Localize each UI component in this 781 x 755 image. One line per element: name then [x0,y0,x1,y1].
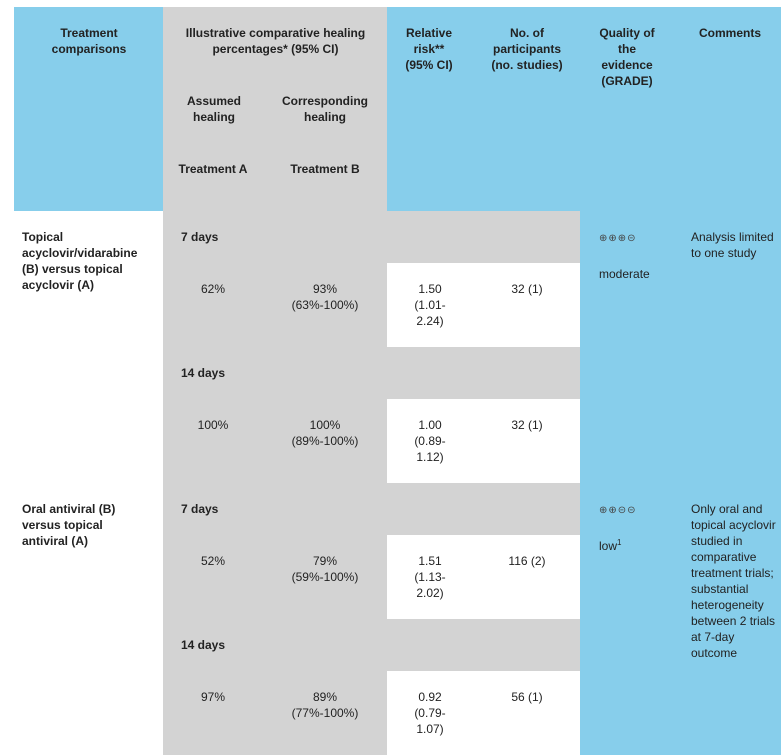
header-assumed-healing: Assumed healing [186,94,242,124]
quality-symbols: ⊕⊕⊝⊝ [599,505,637,516]
relative-risk-value: 1.51 (1.13-2.02) [414,554,446,600]
comment-text: Analysis limited to one study [691,230,774,260]
comment-text: Only oral and topical acyclovir studied in comparative treatment trials; substantial heterogeneity between 2 trials at 7-day outcome [691,502,776,660]
corresponding-value: 89% [312,690,338,704]
comparison-label-1: Topical acyclovir/vidarabine (B) versus topical acyclovir (A) [22,230,138,292]
corresponding-ci: (59%-100%) [291,570,359,584]
comparison-label-2: Oral antiviral (B) versus topical antiviral (A) [22,502,116,548]
footnote-marker: 1 [617,538,622,547]
day-label: 14 days [181,638,226,652]
quality-label-wrap [599,538,621,554]
corresponding-value: 100% [309,418,341,432]
participants-value: 32 (1) [511,418,543,432]
quality-label: moderate [599,267,650,281]
participants-value: 116 (2) [508,554,546,568]
header-treatment-a: Treatment A [178,162,248,176]
day-row-band-2 [387,347,580,399]
header-quality: Quality of the evidence (GRADE) [599,26,655,88]
day-row-band-4 [387,619,580,671]
relative-risk-value: 1.00 (0.89-1.12) [414,418,446,464]
corresponding-ci: (89%-100%) [291,434,359,448]
participants-value: 32 (1) [511,282,543,296]
corresponding-value: 79% [312,554,338,568]
day-label: 7 days [181,230,219,244]
header-corresponding-healing: Corresponding healing [282,94,368,124]
relative-risk-value: 0.92 (0.79-1.07) [414,690,446,736]
assumed-value: 62% [200,282,226,296]
header-comments: Comments [698,26,761,40]
corresponding-ci: (63%-100%) [291,298,359,312]
header-illustrative: Illustrative comparative healing percentages* (95% CI) [185,26,366,56]
header-relative-risk: Relative risk** (95% CI) [405,26,453,72]
assumed-value: 100% [197,418,229,432]
day-row-band-3 [387,483,580,535]
header-treatment-b: Treatment B [290,162,360,176]
assumed-value: 97% [200,690,226,704]
assumed-value: 52% [200,554,226,568]
header-treatment-comparisons: Treatment comparisons [51,26,127,56]
day-label: 14 days [181,366,226,380]
participants-value: 56 (1) [511,690,543,704]
corresponding-ci: (77%-100%) [291,706,359,720]
day-label: 7 days [181,502,219,516]
header-participants: No. of participants (no. studies) [491,26,563,72]
corresponding-value: 93% [312,282,338,296]
quality-label: low [599,539,618,553]
relative-risk-value: 1.50 (1.01-2.24) [414,282,446,328]
day-row-band-1 [387,211,580,263]
quality-symbols: ⊕⊕⊕⊝ [599,233,637,244]
